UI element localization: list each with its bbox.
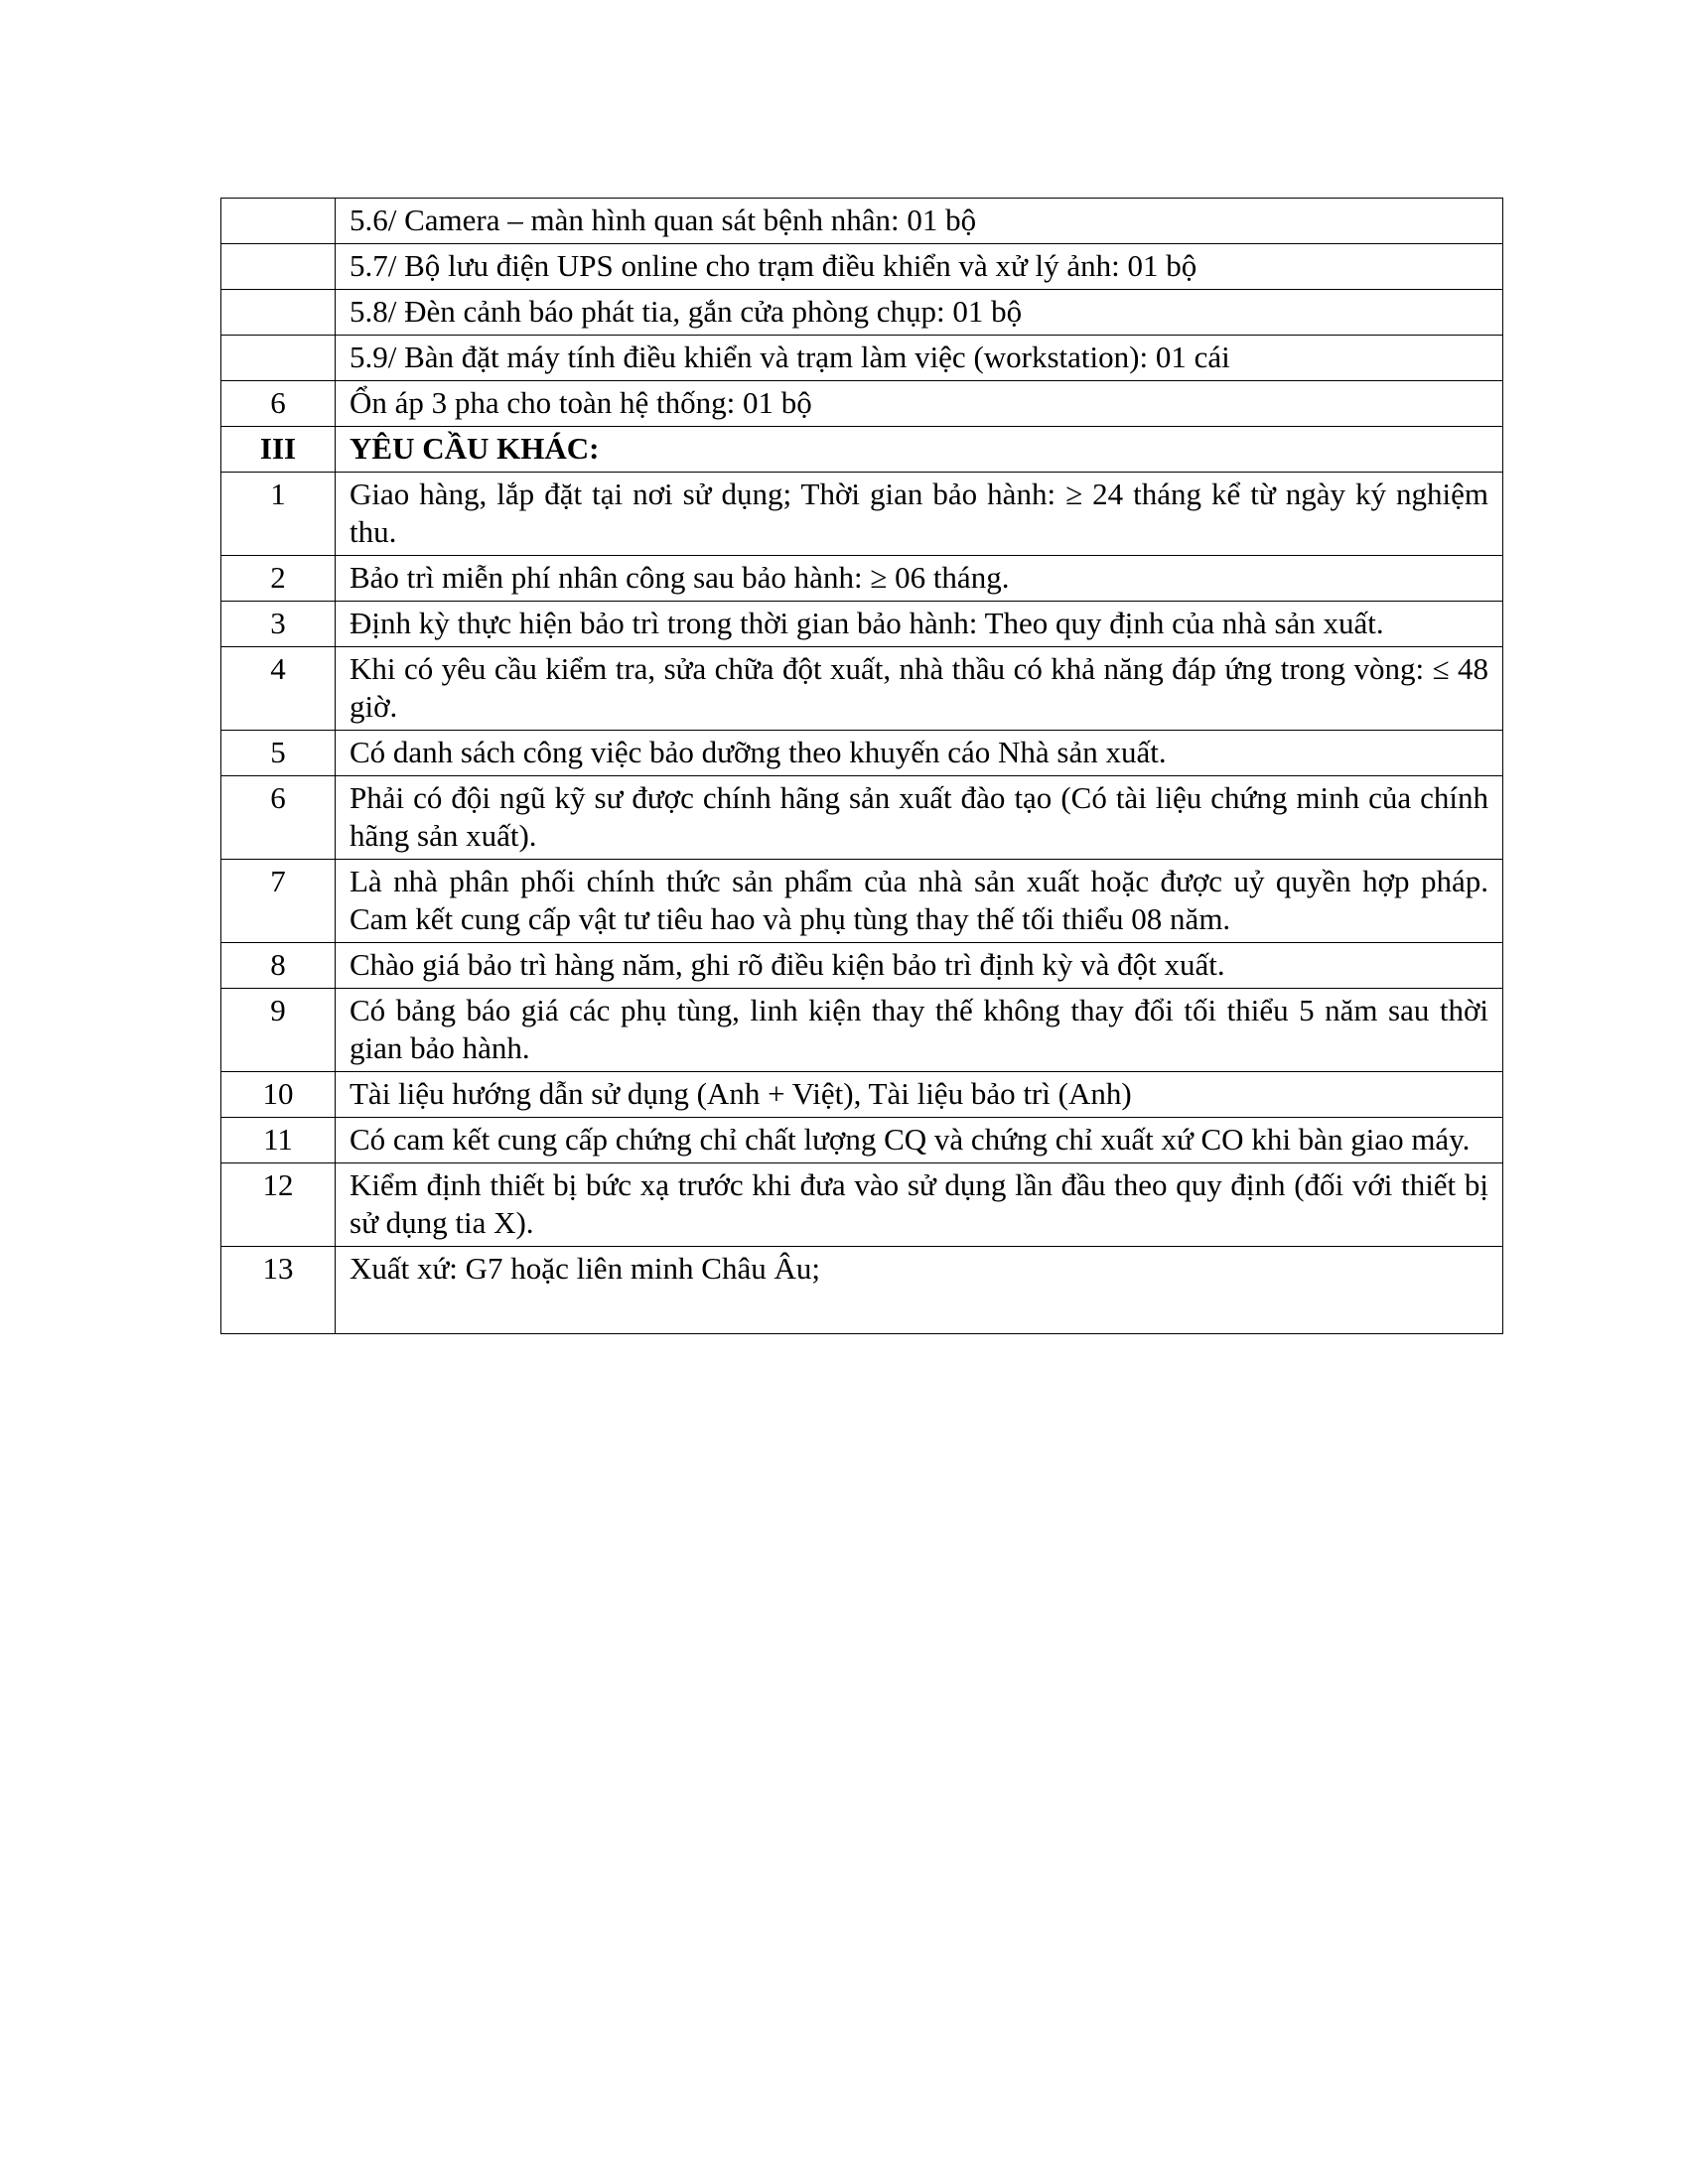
row-number: 10 xyxy=(221,1072,336,1118)
row-number: 6 xyxy=(221,381,336,427)
row-text: Khi có yêu cầu kiểm tra, sửa chữa đột xuất, nhà thầu có khả năng đáp ứng trong vòng: ≤ 48 giờ. xyxy=(336,647,1503,731)
table-row xyxy=(221,290,1503,336)
row-text: Giao hàng, lắp đặt tại nơi sử dụng; Thời gian bảo hành: ≥ 24 tháng kể từ ngày ký nghiệm thu. xyxy=(336,473,1503,556)
row-number: 2 xyxy=(221,556,336,602)
row-text: Định kỳ thực hiện bảo trì trong thời gian bảo hành: Theo quy định của nhà sản xuất. xyxy=(336,602,1503,647)
row-text: Có bảng báo giá các phụ tùng, linh kiện thay thế không thay đổi tối thiểu 5 năm sau thời gian bảo hành. xyxy=(336,989,1503,1072)
row-number: 11 xyxy=(221,1118,336,1163)
table-row xyxy=(221,989,1503,1072)
row-text: 5.6/ Camera – màn hình quan sát bệnh nhân: 01 bộ xyxy=(336,199,1503,244)
table-row xyxy=(221,199,1503,244)
table-row xyxy=(221,244,1503,290)
table-row xyxy=(221,943,1503,989)
table-row xyxy=(221,473,1503,556)
row-number: 8 xyxy=(221,943,336,989)
table-row xyxy=(221,860,1503,943)
row-number: 7 xyxy=(221,860,336,943)
section-number: III xyxy=(221,427,336,473)
table-row xyxy=(221,731,1503,776)
row-text: Chào giá bảo trì hàng năm, ghi rõ điều kiện bảo trì định kỳ và đột xuất. xyxy=(336,943,1503,989)
row-text: Ổn áp 3 pha cho toàn hệ thống: 01 bộ xyxy=(336,381,1503,427)
row-text: Phải có đội ngũ kỹ sư được chính hãng sản xuất đào tạo (Có tài liệu chứng minh của chính hãng sản xuất). xyxy=(336,776,1503,860)
table-row xyxy=(221,336,1503,381)
row-text: Có cam kết cung cấp chứng chỉ chất lượng CQ và chứng chỉ xuất xứ CO khi bàn giao máy. xyxy=(336,1118,1503,1163)
section-header-row xyxy=(221,427,1503,473)
row-text: Tài liệu hướng dẫn sử dụng (Anh + Việt), Tài liệu bảo trì (Anh) xyxy=(336,1072,1503,1118)
row-number: 6 xyxy=(221,776,336,860)
table-row xyxy=(221,776,1503,860)
row-number xyxy=(221,336,336,381)
row-number: 13 xyxy=(221,1247,336,1334)
table-row xyxy=(221,1247,1503,1334)
row-text: 5.7/ Bộ lưu điện UPS online cho trạm điều khiển và xử lý ảnh: 01 bộ xyxy=(336,244,1503,290)
row-text: Có danh sách công việc bảo dưỡng theo khuyến cáo Nhà sản xuất. xyxy=(336,731,1503,776)
table-row xyxy=(221,381,1503,427)
section-title: YÊU CẦU KHÁC: xyxy=(336,427,1503,473)
table-row xyxy=(221,1163,1503,1247)
row-number xyxy=(221,290,336,336)
requirements-table xyxy=(220,198,1503,1334)
row-text: Là nhà phân phối chính thức sản phẩm của nhà sản xuất hoặc được uỷ quyền hợp pháp. Cam kết cung cấp vật tư tiêu hao và phụ tùng thay thế tối thiểu 08 năm. xyxy=(336,860,1503,943)
row-text: 5.8/ Đèn cảnh báo phát tia, gắn cửa phòng chụp: 01 bộ xyxy=(336,290,1503,336)
row-number: 12 xyxy=(221,1163,336,1247)
row-number: 5 xyxy=(221,731,336,776)
row-number xyxy=(221,199,336,244)
table-row xyxy=(221,556,1503,602)
row-number: 1 xyxy=(221,473,336,556)
row-text: 5.9/ Bàn đặt máy tính điều khiển và trạm làm việc (workstation): 01 cái xyxy=(336,336,1503,381)
row-number: 9 xyxy=(221,989,336,1072)
row-number xyxy=(221,244,336,290)
row-text: Kiểm định thiết bị bức xạ trước khi đưa vào sử dụng lần đầu theo quy định (đối với thiết bị sử dụng tia X). xyxy=(336,1163,1503,1247)
table-row xyxy=(221,602,1503,647)
table-row xyxy=(221,1072,1503,1118)
row-text: Bảo trì miễn phí nhân công sau bảo hành: ≥ 06 tháng. xyxy=(336,556,1503,602)
row-number: 4 xyxy=(221,647,336,731)
row-number: 3 xyxy=(221,602,336,647)
table-row xyxy=(221,647,1503,731)
row-text: Xuất xứ: G7 hoặc liên minh Châu Âu; xyxy=(336,1247,1503,1334)
table-row xyxy=(221,1118,1503,1163)
